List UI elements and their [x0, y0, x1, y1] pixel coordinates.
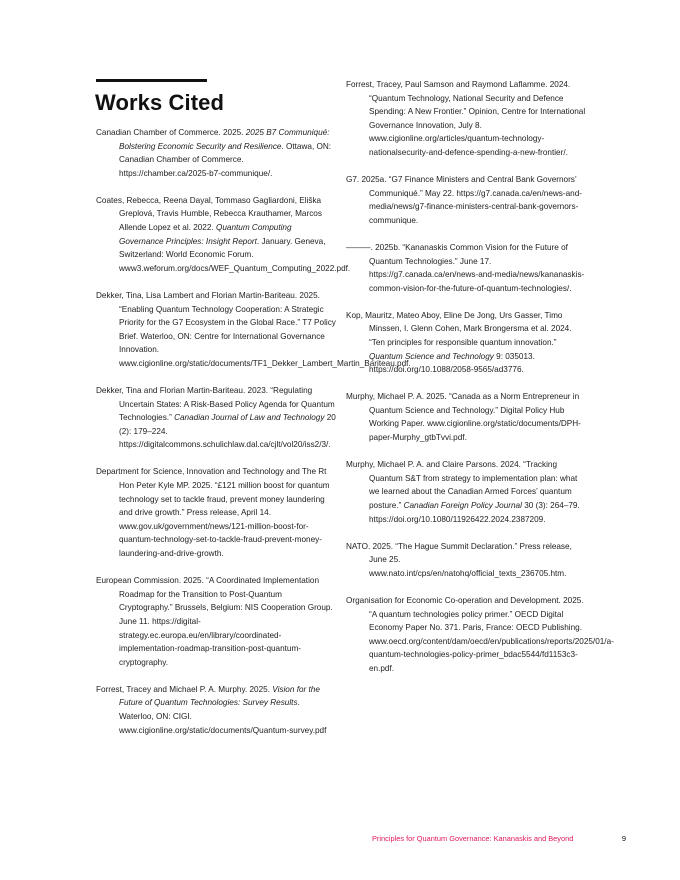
reference-entry: Canadian Chamber of Commerce. 2025. 2025 B7 Communiqué: Bolstering Economic Security and Resilience. Ottawa, ON: Canadian Chamber of Commerce. https://chamber.ca/2025-b7-communique/.: [96, 128, 332, 178]
references-right-column: [346, 78, 614, 689]
reference-entry: Dekker, Tina and Florian Martin-Bariteau. 2023. “Regulating Uncertain States: A Risk-Based Policy Agenda for Quantum Technologies.” Canadian Journal of Law and Technology 20 (2): 179–224. https://digitalcommons.schulichlaw.dal.ca/cjlt/vol20/iss2/3/.: [96, 386, 336, 450]
reference-entry: Coates, Rebecca, Reena Dayal, Tommaso Gagliardoni, Eliška Greplová, Travis Humble, Rebecca Krauthamer, Marcos Allende Lopez et al. 2022. Quantum Computing Governance Principles: Insight Report. January. Geneva, Switzerland: World Economic Forum. www3.weforum.org/docs/WEF_Quantum_Computing_2022.pdf.: [96, 195, 351, 273]
reference-entry: NATO. 2025. “The Hague Summit Declaration.” Press release, June 25. www.nato.int/cps/en/natohq/official_texts_236705.htm.: [346, 541, 572, 578]
reference-entry: Murphy, Michael P. A. 2025. “Canada as a Norm Entrepreneur in Quantum Science and Technology.” Digital Policy Hub Working Paper. www.cigionline.org/static/documents/DPH-paper-Murphy_gtbTvvi.pdf.: [346, 392, 581, 443]
reference-entry: Forrest, Tracey, Paul Samson and Raymond Laflamme. 2024. “Quantum Technology, National Security and Defence Spending: A New Frontier.” Opinion, Centre for International Governance Innovation, July 8. www.cigionline.org/articles/quantum-technology-nationalsecurity-and-defence-spending-a-new-frontier/.: [346, 80, 586, 157]
reference-entry: Murphy, Michael P. A. and Claire Parsons. 2024. “Tracking Quantum S&T from strategy to implementation plan: what we learned about the Canadian Armed Forces’ quantum posture.” Canadian Foreign Policy Journal 30 (3): 264–79. https://doi.org/10.1080/11926422.2024.2387209.: [346, 460, 580, 524]
reference-entry: Organisation for Economic Co-operation and Development. 2025. “A quantum technologies policy primer.” OECD Digital Economy Paper No. 371. Paris, France: OECD Publishing. www.oecd.org/content/dam/oecd/en/publications/reports/2025/01/a-quantum-technologies-policy-primer_bdac5544/fd1153c3-en.pdf.: [346, 595, 614, 673]
reference-entry: Kop, Mauritz, Mateo Aboy, Eline De Jong, Urs Gasser, Timo Minssen, I. Glenn Cohen, Mark Brongersma et al. 2024. “Ten principles for responsible quantum innovation.” Quantum Science and Technology 9: 035013. https://doi.org/10.1088/2058-9565/ad3776.: [346, 310, 572, 375]
references-left-column: [96, 126, 411, 751]
heading-rule: [96, 79, 207, 82]
page-number: 9: [621, 834, 626, 843]
reference-entry: Dekker, Tina, Lisa Lambert and Florian Martin-Bariteau. 2025. “Enabling Quantum Technology Cooperation: A Strategic Priority for the G7 Ecosystem in the Global Race.” T7 Policy Brief. Waterloo, ON: Centre for International Governance Innovation. www.cigionline.org/static/documents/TF1_Dekker_Lambert_Martin_Bariteau.pdf.: [96, 290, 411, 368]
reference-entry: Department for Science, Innovation and Technology and The Rt Hon Peter Kyle MP. 2025. “£121 million boost for quantum technology set to tackle fraud, prevent money laundering and drive growth.” Press release, April 14. www.gov.uk/government/news/121-million-boost-for-quantum-technology-set-to-tackle-fraud-prevent-money-laundering-and-drive-growth.: [96, 467, 330, 559]
reference-entry: Forrest, Tracey and Michael P. A. Murphy. 2025. Vision for the Future of Quantum Technologies: Survey Results. Waterloo, ON: CIGI. www.cigionline.org/static/documents/Quantum-survey.pdf: [96, 684, 327, 735]
reference-entry: European Commission. 2025. “A Coordinated Implementation Roadmap for the Transition to Post-Quantum Cryptography.” Brussels, Belgium: NIS Cooperation Group. June 11. https://digital-strategy.ec.europa.eu/en/library/coordinated-implementation-roadmap-transition-post-quantum-cryptography.: [96, 576, 333, 667]
footer-document-title: Principles for Quantum Governance: Kananaskis and Beyond: [372, 834, 574, 843]
page-title: Works Cited: [95, 90, 225, 115]
page-footer: [372, 833, 626, 845]
reference-entry: G7. 2025a. “G7 Finance Ministers and Central Bank Governors’ Communiqué.” May 22. https://g7.canada.ca/en/news-and-media/news/g7-finance-ministers-central-bank-governors-communique.: [346, 175, 582, 225]
reference-entry: ———. 2025b. “Kananaskis Common Vision for the Future of Quantum Technologies.” June 17. https://g7.canada.ca/en/news-and-media/news/kananaskis-common-vision-for-the-future-of-quantum-technologies/.: [346, 242, 585, 293]
